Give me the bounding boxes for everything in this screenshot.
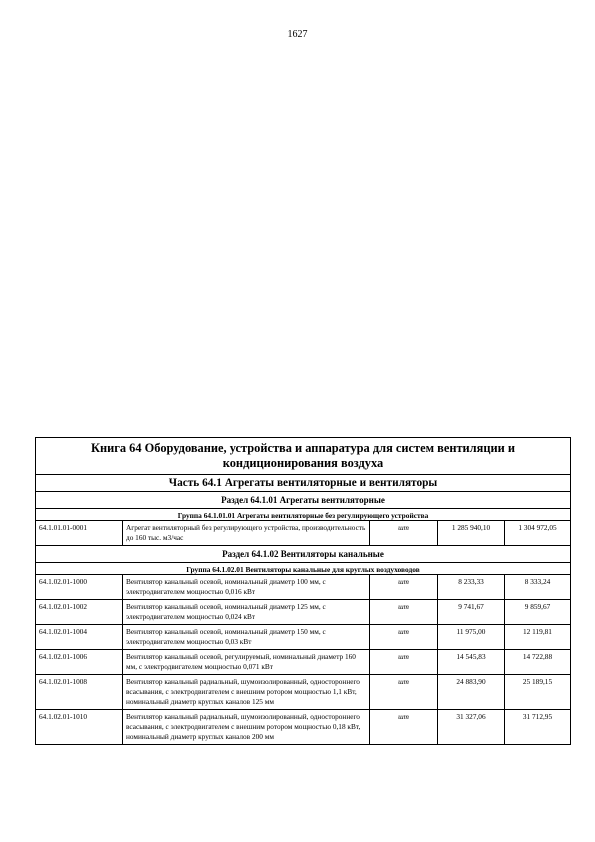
table-row (36, 600, 571, 625)
item-unit: шт (370, 625, 438, 650)
price-table (35, 437, 571, 745)
item-price-release: 1 304 972,05 (505, 521, 571, 546)
item-unit: шт (370, 521, 438, 546)
item-code: 64.1.02.01-1006 (36, 650, 123, 675)
group-title-row (36, 563, 571, 575)
item-price-release: 9 859,67 (505, 600, 571, 625)
item-name: Вентилятор канальный осевой, номинальный диаметр 150 мм, с электродвигателем мощностью 0,03 кВт (123, 625, 370, 650)
item-code: 64.1.02.01-1004 (36, 625, 123, 650)
item-price-estimated: 1 285 940,10 (438, 521, 505, 546)
item-price-release: 12 119,81 (505, 625, 571, 650)
part-title-row (36, 475, 571, 492)
item-name: Вентилятор канальный осевой, номинальный диаметр 100 мм, с электродвигателем мощностью 0,016 кВт (123, 575, 370, 600)
item-code: 64.1.02.01-1000 (36, 575, 123, 600)
book-title-row (36, 438, 571, 475)
item-price-release: 31 712,95 (505, 710, 571, 745)
item-code: 64.1.02.01-1008 (36, 675, 123, 710)
item-name: Вентилятор канальный осевой, регулируемый, номинальный диаметр 160 мм, с электродвигателем мощностью 0,071 кВт (123, 650, 370, 675)
group-title: Группа 64.1.01.01 Агрегаты вентиляторные без регулирующего устройства (36, 509, 571, 521)
item-unit: шт (370, 650, 438, 675)
item-price-release: 8 333,24 (505, 575, 571, 600)
table-row (36, 575, 571, 600)
item-price-estimated: 24 883,90 (438, 675, 505, 710)
table-row (36, 710, 571, 745)
section-title: Раздел 64.1.01 Агрегаты вентиляторные (36, 492, 571, 509)
item-name: Вентилятор канальный радиальный, шумоизолированный, одностороннего всасывания, с электродвигателем с внешним ротором мощностью 0,18 кВт, номинальный диаметр круглых каналов 200 мм (123, 710, 370, 745)
price-table-body (36, 438, 571, 745)
item-price-release: 14 722,88 (505, 650, 571, 675)
table-row (36, 521, 571, 546)
item-unit: шт (370, 600, 438, 625)
book-title: Книга 64 Оборудование, устройства и аппаратура для систем вентиляции и кондиционирования воздуха (36, 438, 571, 475)
item-price-estimated: 9 741,67 (438, 600, 505, 625)
item-code: 64.1.02.01-1002 (36, 600, 123, 625)
table-row (36, 625, 571, 650)
item-unit: шт (370, 710, 438, 745)
group-title-row (36, 509, 571, 521)
item-code: 64.1.01.01-0001 (36, 521, 123, 546)
item-name: Вентилятор канальный осевой, номинальный диаметр 125 мм, с электродвигателем мощностью 0,024 кВт (123, 600, 370, 625)
item-price-estimated: 11 975,00 (438, 625, 505, 650)
table-row (36, 675, 571, 710)
group-title: Группа 64.1.02.01 Вентиляторы канальные для круглых воздуховодов (36, 563, 571, 575)
item-price-release: 25 189,15 (505, 675, 571, 710)
table-row (36, 650, 571, 675)
item-name: Вентилятор канальный радиальный, шумоизолированный, одностороннего всасывания, с электродвигателем с внешним ротором мощностью 1,1 кВт, номинальный диаметр круглых каналов 125 мм (123, 675, 370, 710)
section-title: Раздел 64.1.02 Вентиляторы канальные (36, 546, 571, 563)
item-name: Агрегат вентиляторный без регулирующего устройства, производительность до 160 тыс. м3/час (123, 521, 370, 546)
item-price-estimated: 31 327,06 (438, 710, 505, 745)
section-title-row (36, 546, 571, 563)
item-price-estimated: 8 233,33 (438, 575, 505, 600)
item-unit: шт (370, 575, 438, 600)
section-title-row (36, 492, 571, 509)
page-number: 1627 (287, 29, 308, 40)
item-price-estimated: 14 545,83 (438, 650, 505, 675)
part-title: Часть 64.1 Агрегаты вентиляторные и вентиляторы (36, 475, 571, 492)
item-code: 64.1.02.01-1010 (36, 710, 123, 745)
item-unit: шт (370, 675, 438, 710)
